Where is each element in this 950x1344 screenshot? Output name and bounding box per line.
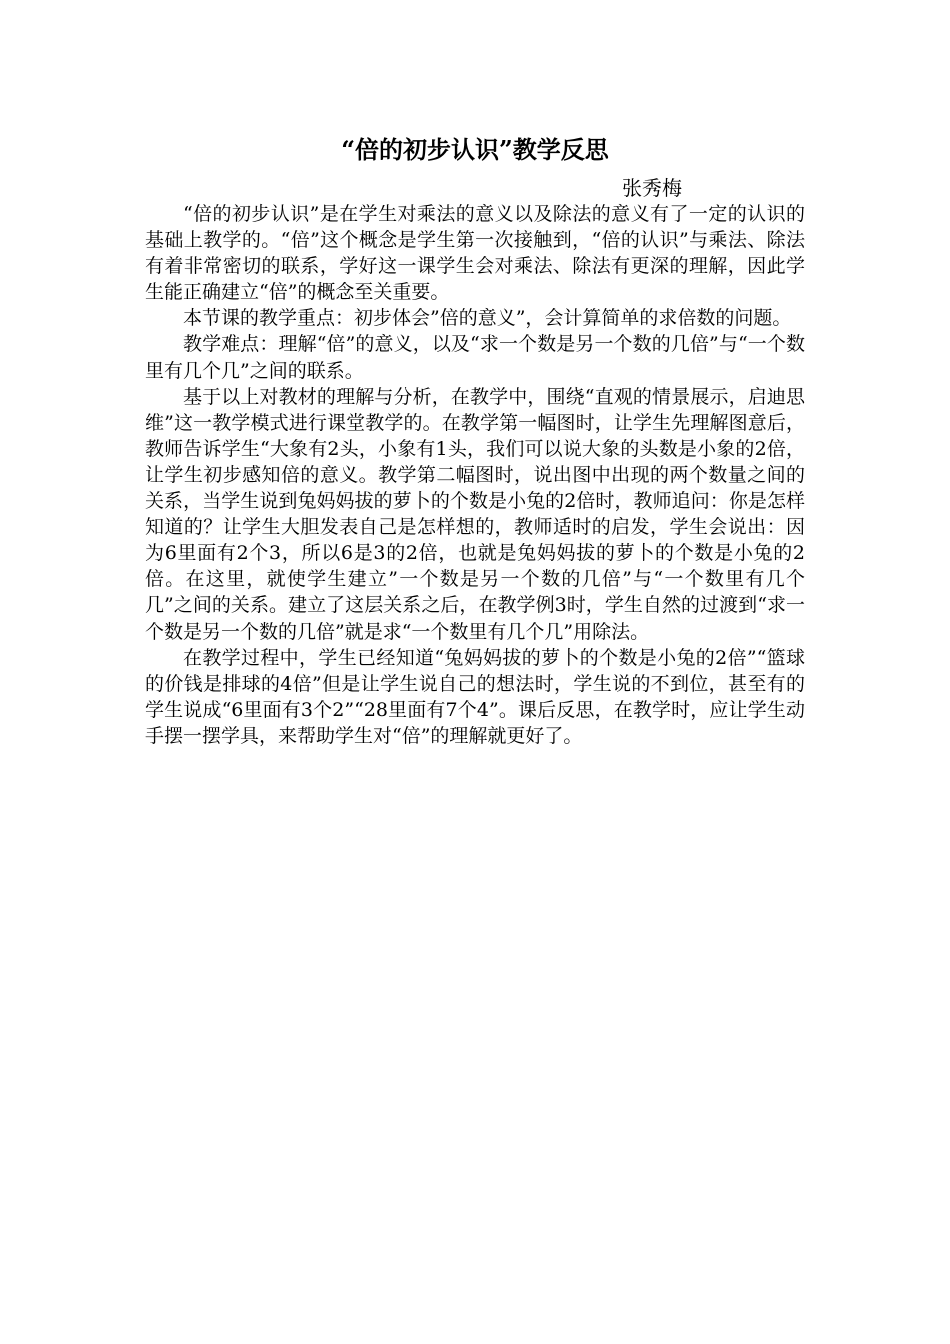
paragraph-reflection: 在教学过程中，学生已经知道“兔妈妈拔的萝卜的个数是小兔的2倍”“篮球的价钱是排球的4倍”但是让学生说自己的想法时，学生说的不到位，甚至有的学生说成“6里面有3个2”“28里面有7个4”。课后反思，在教学时，应让学生动手摆一摆学具，来帮助学生对“倍”的理解就更好了。 [145,646,805,747]
author-name: 张秀梅 [622,176,682,200]
paragraph-difficulty: 教学难点：理解“倍”的意义，以及“求一个数是另一个数的几倍”与“一个数里有几个几”之间的联系。 [145,333,805,382]
document-title: “倍的初步认识”教学反思 [341,135,609,164]
document-body [145,201,805,749]
paragraph-teaching-process: 基于以上对教材的理解与分析，在教学中，围绕“直观的情景展示，启迪思维”这一教学模式进行课堂教学的。在教学第一幅图时，让学生先理解图意后，教师告诉学生“大象有2头，小象有1头，我们可以说大象的头数是小象的2倍，让学生初步感知倍的意义。教学第二幅图时，说出图中出现的两个数量之间的关系，当学生说到兔妈妈拔的萝卜的个数是小兔的2倍时，教师追问：你是怎样知道的？让学生大胆发表自己是怎样想的，教师适时的启发，学生会说出：因为6里面有2个3，所以6是3的2倍，也就是兔妈妈拔的萝卜的个数是小兔的2倍。在这里，就使学生建立”一个数是另一个数的几倍”与“一个数里有几个几”之间的关系。建立了这层关系之后，在教学例3时，学生自然的过渡到“求一个数是另一个数的几倍”就是求“一个数里有几个几”用除法。 [145,385,805,643]
paragraph-key-point: 本节课的教学重点：初步体会”倍的意义”，会计算简单的求倍数的问题。 [183,307,792,330]
paragraph-introduction: “倍的初步认识”是在学生对乘法的意义以及除法的意义有了一定的认识的基础上教学的。“倍”这个概念是学生第一次接触到，“倍的认识”与乘法、除法有着非常密切的联系，学好这一课学生会对乘法、除法有更深的理解，因此学生能正确建立“倍”的概念至关重要。 [145,203,805,304]
